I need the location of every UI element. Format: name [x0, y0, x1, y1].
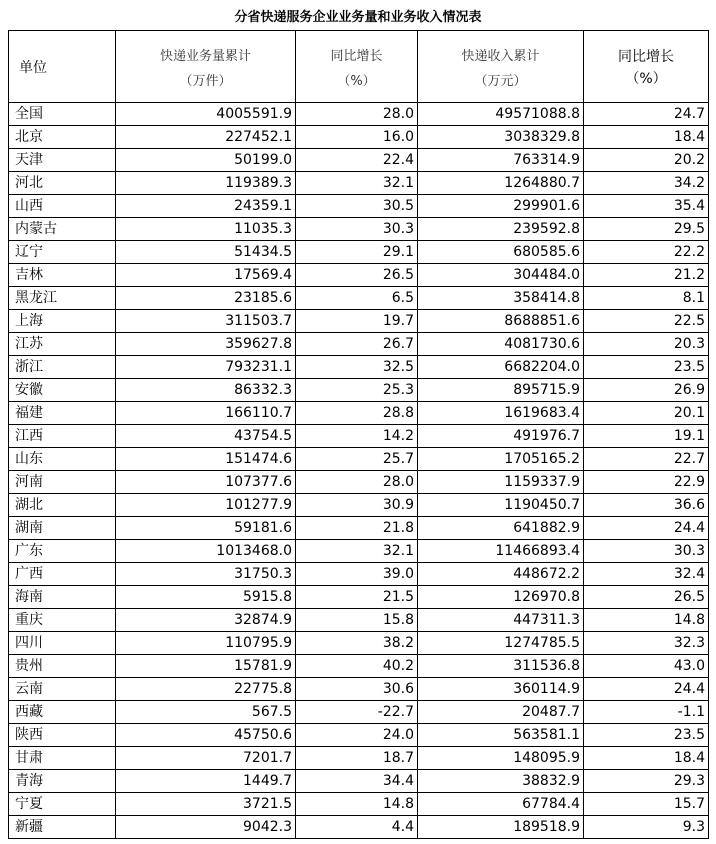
province-name: 新疆 [9, 816, 116, 839]
volume-growth-cell: 28.8 [296, 402, 418, 425]
table-row [9, 356, 709, 379]
volume-growth-cell: 21.5 [296, 586, 418, 609]
table-row [9, 448, 709, 471]
volume-cell: 32874.9 [116, 609, 296, 632]
revenue-cell: 447311.3 [418, 609, 584, 632]
table-title: 分省快递服务企业业务量和业务收入情况表 [234, 10, 482, 25]
province-name: 吉林 [9, 264, 116, 287]
revenue-growth-cell: 20.2 [584, 149, 709, 172]
revenue-growth-cell: 24.4 [584, 678, 709, 701]
volume-growth-cell: 30.9 [296, 494, 418, 517]
volume-growth-cell: 30.6 [296, 678, 418, 701]
table-row [9, 310, 709, 333]
volume-growth-cell: 22.4 [296, 149, 418, 172]
revenue-cell: 641882.9 [418, 517, 584, 540]
revenue-growth-cell: 32.4 [584, 563, 709, 586]
volume-growth-cell: 19.7 [296, 310, 418, 333]
revenue-growth-cell: 35.4 [584, 195, 709, 218]
province-name: 宁夏 [9, 793, 116, 816]
volume-cell: 1013468.0 [116, 540, 296, 563]
revenue-cell: 304484.0 [418, 264, 584, 287]
volume-growth-cell: 29.1 [296, 241, 418, 264]
table-row [9, 770, 709, 793]
province-name: 上海 [9, 310, 116, 333]
revenue-growth-cell: 20.3 [584, 333, 709, 356]
revenue-growth-cell: 22.7 [584, 448, 709, 471]
revenue-cell: 448672.2 [418, 563, 584, 586]
province-name: 天津 [9, 149, 116, 172]
province-name: 辽宁 [9, 241, 116, 264]
volume-cell: 3721.5 [116, 793, 296, 816]
revenue-growth-cell: 30.3 [584, 540, 709, 563]
revenue-cell: 358414.8 [418, 287, 584, 310]
table-row [9, 333, 709, 356]
volume-cell: 24359.1 [116, 195, 296, 218]
table-row [9, 747, 709, 770]
revenue-cell: 4081730.6 [418, 333, 584, 356]
table-row [9, 655, 709, 678]
revenue-cell: 49571088.8 [418, 103, 584, 126]
province-name: 山西 [9, 195, 116, 218]
table-row [9, 172, 709, 195]
province-name: 湖南 [9, 517, 116, 540]
revenue-cell: 11466893.4 [418, 540, 584, 563]
volume-growth-cell: 39.0 [296, 563, 418, 586]
revenue-cell: 38832.9 [418, 770, 584, 793]
volume-cell: 7201.7 [116, 747, 296, 770]
volume-growth-cell: 32.5 [296, 356, 418, 379]
province-name: 甘肃 [9, 747, 116, 770]
table-row [9, 816, 709, 839]
volume-growth-cell: 14.8 [296, 793, 418, 816]
volume-cell: 86332.3 [116, 379, 296, 402]
province-name: 福建 [9, 402, 116, 425]
volume-cell: 101277.9 [116, 494, 296, 517]
volume-cell: 107377.6 [116, 471, 296, 494]
volume-cell: 567.5 [116, 701, 296, 724]
table-row [9, 149, 709, 172]
header-revenue-growth-label: 同比增长 [618, 48, 674, 65]
revenue-cell: 563581.1 [418, 724, 584, 747]
volume-cell: 22775.8 [116, 678, 296, 701]
volume-cell: 43754.5 [116, 425, 296, 448]
province-name: 安徽 [9, 379, 116, 402]
volume-growth-cell: 15.8 [296, 609, 418, 632]
table-row [9, 287, 709, 310]
header-row [9, 31, 709, 103]
revenue-growth-cell: 34.2 [584, 172, 709, 195]
province-name: 四川 [9, 632, 116, 655]
revenue-growth-cell: 22.2 [584, 241, 709, 264]
province-name: 全国 [9, 103, 116, 126]
revenue-cell: 8688851.6 [418, 310, 584, 333]
province-name: 贵州 [9, 655, 116, 678]
volume-growth-cell: 34.4 [296, 770, 418, 793]
revenue-cell: 67784.4 [418, 793, 584, 816]
volume-cell: 151474.6 [116, 448, 296, 471]
revenue-growth-cell: 15.7 [584, 793, 709, 816]
revenue-growth-cell: -1.1 [584, 701, 709, 724]
table-row [9, 264, 709, 287]
header-volume-unit: （万件） [179, 73, 232, 89]
volume-growth-cell: 26.5 [296, 264, 418, 287]
volume-cell: 5915.8 [116, 586, 296, 609]
revenue-cell: 126970.8 [418, 586, 584, 609]
province-name: 云南 [9, 678, 116, 701]
table-row [9, 195, 709, 218]
volume-growth-cell: 25.3 [296, 379, 418, 402]
revenue-growth-cell: 23.5 [584, 724, 709, 747]
volume-cell: 9042.3 [116, 816, 296, 839]
volume-cell: 110795.9 [116, 632, 296, 655]
table-row [9, 632, 709, 655]
volume-cell: 17569.4 [116, 264, 296, 287]
volume-cell: 793231.1 [116, 356, 296, 379]
revenue-growth-cell: 14.8 [584, 609, 709, 632]
revenue-cell: 1264880.7 [418, 172, 584, 195]
table-row [9, 563, 709, 586]
table-row [9, 471, 709, 494]
table-row [9, 540, 709, 563]
volume-growth-cell: 40.2 [296, 655, 418, 678]
revenue-cell: 311536.8 [418, 655, 584, 678]
revenue-growth-cell: 20.1 [584, 402, 709, 425]
volume-cell: 4005591.9 [116, 103, 296, 126]
header-volume-growth-unit: （%） [337, 73, 376, 89]
volume-growth-cell: 28.0 [296, 103, 418, 126]
table-row [9, 793, 709, 816]
volume-cell: 1449.7 [116, 770, 296, 793]
province-name: 西藏 [9, 701, 116, 724]
revenue-cell: 20487.7 [418, 701, 584, 724]
revenue-cell: 3038329.8 [418, 126, 584, 149]
volume-cell: 31750.3 [116, 563, 296, 586]
volume-growth-cell: 32.1 [296, 540, 418, 563]
revenue-growth-cell: 24.4 [584, 517, 709, 540]
revenue-growth-cell: 18.4 [584, 747, 709, 770]
table-row [9, 402, 709, 425]
volume-cell: 311503.7 [116, 310, 296, 333]
volume-growth-cell: 32.1 [296, 172, 418, 195]
volume-growth-cell: 18.7 [296, 747, 418, 770]
volume-growth-cell: 25.7 [296, 448, 418, 471]
revenue-cell: 148095.9 [418, 747, 584, 770]
revenue-growth-cell: 36.6 [584, 494, 709, 517]
province-name: 山东 [9, 448, 116, 471]
province-name: 广西 [9, 563, 116, 586]
revenue-cell: 189518.9 [418, 816, 584, 839]
volume-cell: 59181.6 [116, 517, 296, 540]
table-row [9, 494, 709, 517]
header-volume-growth-label: 同比增长 [330, 48, 383, 64]
revenue-growth-cell: 18.4 [584, 126, 709, 149]
revenue-cell: 1274785.5 [418, 632, 584, 655]
table-row [9, 609, 709, 632]
table-row [9, 425, 709, 448]
volume-growth-cell: 4.4 [296, 816, 418, 839]
volume-growth-cell: 30.3 [296, 218, 418, 241]
province-name: 河南 [9, 471, 116, 494]
table-row [9, 701, 709, 724]
revenue-growth-cell: 32.3 [584, 632, 709, 655]
table-row [9, 586, 709, 609]
volume-cell: 45750.6 [116, 724, 296, 747]
table-row [9, 103, 709, 126]
volume-growth-cell: 30.5 [296, 195, 418, 218]
province-name: 北京 [9, 126, 116, 149]
header-revenue-growth-unit: （%） [625, 70, 667, 87]
revenue-cell: 491976.7 [418, 425, 584, 448]
province-name: 内蒙古 [9, 218, 116, 241]
volume-growth-cell: 6.5 [296, 287, 418, 310]
revenue-cell: 1190450.7 [418, 494, 584, 517]
header-revenue-growth [584, 31, 709, 103]
province-name: 黑龙江 [9, 287, 116, 310]
table-row [9, 218, 709, 241]
revenue-cell: 1705165.2 [418, 448, 584, 471]
revenue-cell: 299901.6 [418, 195, 584, 218]
table-row [9, 724, 709, 747]
province-name: 河北 [9, 172, 116, 195]
header-volume-label: 快递业务量累计 [159, 48, 251, 64]
revenue-growth-cell: 9.3 [584, 816, 709, 839]
province-name: 浙江 [9, 356, 116, 379]
province-name: 重庆 [9, 609, 116, 632]
volume-growth-cell: 16.0 [296, 126, 418, 149]
revenue-growth-cell: 24.7 [584, 103, 709, 126]
express-stats-table [8, 30, 709, 839]
table-row [9, 379, 709, 402]
volume-growth-cell: 38.2 [296, 632, 418, 655]
province-name: 陕西 [9, 724, 116, 747]
header-volume [116, 31, 296, 103]
header-revenue-label: 快递收入累计 [461, 48, 540, 64]
revenue-growth-cell: 23.5 [584, 356, 709, 379]
revenue-growth-cell: 29.5 [584, 218, 709, 241]
volume-growth-cell: 28.0 [296, 471, 418, 494]
volume-growth-cell: 14.2 [296, 425, 418, 448]
province-name: 青海 [9, 770, 116, 793]
volume-cell: 359627.8 [116, 333, 296, 356]
volume-cell: 227452.1 [116, 126, 296, 149]
header-volume-growth [296, 31, 418, 103]
volume-growth-cell: -22.7 [296, 701, 418, 724]
revenue-cell: 360114.9 [418, 678, 584, 701]
revenue-growth-cell: 21.2 [584, 264, 709, 287]
table-row [9, 241, 709, 264]
volume-growth-cell: 26.7 [296, 333, 418, 356]
revenue-cell: 239592.8 [418, 218, 584, 241]
revenue-growth-cell: 29.3 [584, 770, 709, 793]
header-unit: 单位 [9, 31, 116, 103]
revenue-cell: 895715.9 [418, 379, 584, 402]
province-name: 江苏 [9, 333, 116, 356]
table-row [9, 126, 709, 149]
revenue-growth-cell: 22.9 [584, 471, 709, 494]
revenue-growth-cell: 8.1 [584, 287, 709, 310]
revenue-growth-cell: 22.5 [584, 310, 709, 333]
volume-growth-cell: 21.8 [296, 517, 418, 540]
province-name: 广东 [9, 540, 116, 563]
volume-cell: 119389.3 [116, 172, 296, 195]
header-revenue [418, 31, 584, 103]
province-name: 海南 [9, 586, 116, 609]
table-row [9, 517, 709, 540]
revenue-cell: 6682204.0 [418, 356, 584, 379]
volume-cell: 11035.3 [116, 218, 296, 241]
revenue-growth-cell: 26.9 [584, 379, 709, 402]
volume-growth-cell: 24.0 [296, 724, 418, 747]
revenue-cell: 763314.9 [418, 149, 584, 172]
revenue-growth-cell: 43.0 [584, 655, 709, 678]
revenue-growth-cell: 26.5 [584, 586, 709, 609]
volume-cell: 23185.6 [116, 287, 296, 310]
header-revenue-unit: （万元） [474, 73, 527, 89]
revenue-growth-cell: 19.1 [584, 425, 709, 448]
volume-cell: 15781.9 [116, 655, 296, 678]
volume-cell: 166110.7 [116, 402, 296, 425]
volume-cell: 50199.0 [116, 149, 296, 172]
table-row [9, 678, 709, 701]
volume-cell: 51434.5 [116, 241, 296, 264]
province-name: 湖北 [9, 494, 116, 517]
revenue-cell: 1159337.9 [418, 471, 584, 494]
province-name: 江西 [9, 425, 116, 448]
revenue-cell: 680585.6 [418, 241, 584, 264]
revenue-cell: 1619683.4 [418, 402, 584, 425]
